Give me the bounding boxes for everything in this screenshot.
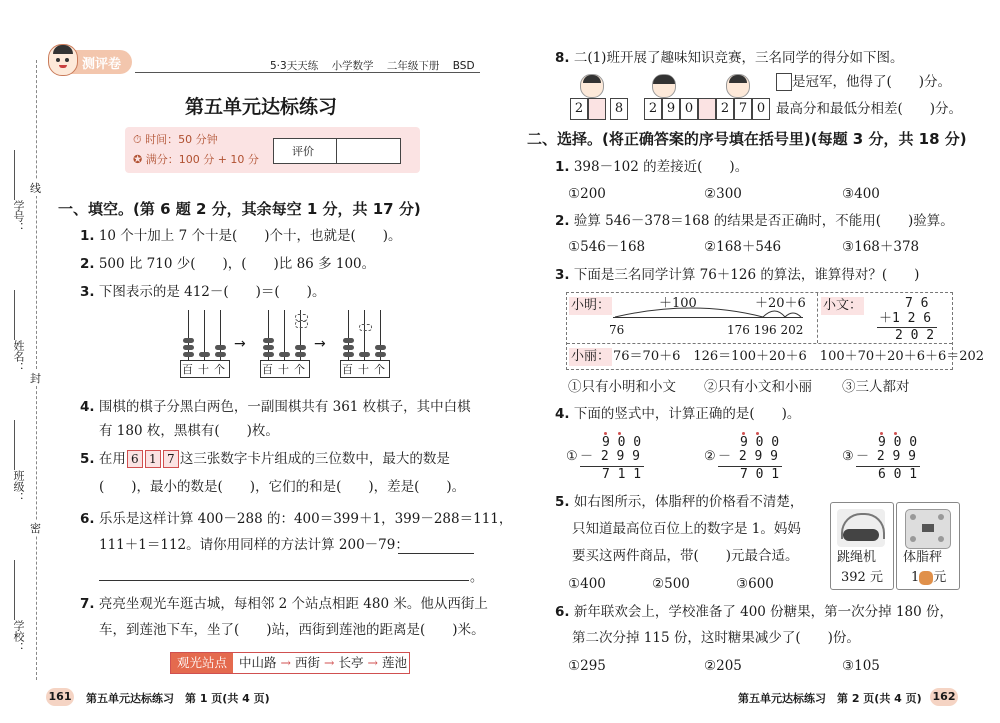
q7: 7. 亮亮坐观光车逛古城，每相邻 2 个站点相距 480 米。他从西街上 bbox=[80, 596, 488, 612]
product-price: 392 元 bbox=[841, 570, 883, 585]
option[interactable]: ①200 bbox=[568, 186, 606, 202]
c3-options bbox=[568, 377, 910, 397]
arrow-icon: → bbox=[234, 336, 246, 352]
q4: 4. 围棋的棋子分黑白两色，一副围棋共有 361 枚棋子，其中白棋 bbox=[80, 399, 471, 415]
blank-digit[interactable] bbox=[588, 98, 606, 120]
page-number-left: 161 bbox=[46, 688, 74, 706]
vertical-calc-2: ② 9 0 0 － 2 9 9 7 0 1 bbox=[704, 432, 814, 486]
child-icon bbox=[652, 74, 676, 98]
xiaoli-text: 76＝70＋6 126＝100＋20＋6 100＋70＋20＋6＋6＝202 bbox=[613, 349, 985, 364]
c3: 3. 下面是三名同学计算 76＋126 的算法，谁算得对？( ) bbox=[555, 267, 920, 283]
score-digit: 7 bbox=[734, 98, 752, 120]
c6-options bbox=[568, 656, 880, 676]
digit-card: 6 bbox=[127, 450, 143, 468]
score-info: ✪ 满分：100 分 + 10 分 bbox=[133, 153, 259, 166]
option[interactable]: ① bbox=[566, 449, 578, 464]
page-title: 第五单元达标练习 bbox=[185, 96, 338, 118]
score-digit: 8 bbox=[610, 98, 628, 120]
c2-options bbox=[568, 237, 919, 257]
route-stop: 中山路 bbox=[239, 655, 277, 670]
xiaowen-label: 小文： bbox=[823, 298, 863, 313]
xiaoming-label: 小明： bbox=[571, 298, 611, 313]
badge-text: 测评卷 bbox=[82, 57, 122, 72]
c5: 5. 如右图所示，体脂秤的价格看不清楚， bbox=[555, 494, 804, 510]
route-stop: 长亭 bbox=[338, 655, 364, 670]
product-name: 体脂秤 bbox=[903, 550, 943, 565]
xiaoli-label: 小丽： bbox=[571, 349, 611, 364]
score-digit: 0 bbox=[680, 98, 698, 120]
option[interactable]: ①546－168 bbox=[568, 239, 646, 255]
option[interactable]: ②只有小文和小丽 bbox=[704, 379, 812, 395]
smudge-icon bbox=[919, 571, 933, 585]
c1: 1. 398－102 的差接近( )。 bbox=[555, 159, 749, 175]
score-digit: 0 bbox=[752, 98, 770, 120]
option[interactable]: ③三人都对 bbox=[842, 379, 910, 395]
c5-line2: 只知道最高位百位上的数字是 1。妈妈 bbox=[572, 521, 801, 537]
score-digit: 2 bbox=[716, 98, 734, 120]
option[interactable]: ②205 bbox=[704, 658, 742, 674]
digit-card: 7 bbox=[163, 450, 179, 468]
footer-right: 第五单元达标练习 第 2 页(共 4 页) bbox=[738, 692, 922, 705]
edition-name: BSD bbox=[452, 60, 475, 72]
option[interactable]: ②500 bbox=[652, 576, 690, 592]
product-price: 1 元 bbox=[911, 570, 947, 585]
name-label: 姓名： bbox=[12, 340, 25, 373]
section2-title: 二、选择。(将正确答案的序号填在括号里)(每题 3 分，共 18 分) bbox=[527, 130, 967, 148]
q8: 8. 二(1)班开展了趣味知识竞赛，三名同学的得分如下图。 bbox=[555, 50, 904, 66]
xiaowen-line: ＋1 2 6 bbox=[879, 311, 932, 326]
option[interactable]: ③168＋378 bbox=[842, 239, 920, 255]
vertical-calc-3: ③ 9 0 0 － 2 9 9 6 0 1 bbox=[842, 432, 952, 486]
champion-blank[interactable] bbox=[776, 73, 792, 91]
q5: 5. 在用 6 1 7 这三张数字卡片组成的三位数中，最大的数是 bbox=[80, 451, 450, 467]
margin-line-char: 线 bbox=[30, 182, 41, 195]
abacus-figure bbox=[180, 308, 400, 384]
q6-line2: 111＋1＝112。请你用同样的方法计算 200－79： bbox=[99, 537, 409, 553]
c4: 4. 下面的竖式中，计算正确的是( )。 bbox=[555, 406, 801, 422]
clock-icon: ⏱ bbox=[133, 133, 142, 146]
option[interactable]: ①400 bbox=[568, 576, 606, 592]
star-icon: ✪ bbox=[133, 153, 143, 166]
option[interactable]: ③400 bbox=[842, 186, 880, 202]
digit-card: 1 bbox=[145, 450, 161, 468]
q3: 3. 下图表示的是 412－( )＝( )。 bbox=[80, 284, 326, 300]
time-info: ⏱ 时间：50 分钟 bbox=[133, 133, 218, 146]
q5-line2: ( )，最小的数是( )，它们的和是( )，差是( )。 bbox=[99, 479, 466, 495]
subject-name: 小学数学 bbox=[331, 60, 374, 72]
body-fat-scale-icon bbox=[905, 509, 951, 549]
q6: 6. 乐乐是这样计算 400－288 的：400＝399＋1，399－288＝111， bbox=[80, 511, 513, 527]
option[interactable]: ②300 bbox=[704, 186, 742, 202]
section1-title: 一、填空。(第 6 题 2 分，其余每空 1 分，共 17 分) bbox=[58, 200, 421, 218]
child-icon bbox=[580, 74, 604, 98]
jump-rope-machine-icon bbox=[837, 509, 885, 547]
option[interactable]: ①295 bbox=[568, 658, 606, 674]
option[interactable]: ③ bbox=[842, 449, 854, 464]
margin-seal-char: 封 bbox=[30, 372, 41, 385]
route-stop: 莲池 bbox=[382, 655, 408, 670]
evaluation-box[interactable] bbox=[273, 138, 401, 164]
child-icon bbox=[726, 74, 750, 98]
q8-line1: 是冠军，他得了( )分。 bbox=[792, 74, 952, 90]
student-id-label: 学号： bbox=[12, 200, 25, 233]
grade-name: 二年级下册 bbox=[386, 60, 440, 72]
product-name: 跳绳机 bbox=[837, 550, 877, 565]
score-digit: 9 bbox=[662, 98, 680, 120]
route-label: 观光站点 bbox=[171, 653, 233, 673]
header-badge bbox=[50, 50, 132, 74]
score-digit: 2 bbox=[644, 98, 662, 120]
answer-line[interactable] bbox=[99, 580, 469, 581]
class-label: 班级： bbox=[12, 470, 25, 503]
q8-line2: 最高分和最低分相差( )分。 bbox=[776, 101, 963, 117]
option[interactable]: ①只有小明和小文 bbox=[568, 379, 676, 395]
vertical-calc-1: ① 9 0 0 － 2 9 9 7 1 1 bbox=[566, 432, 676, 486]
xiaoming-start: 76 bbox=[609, 323, 625, 337]
blank-digit[interactable] bbox=[698, 98, 716, 120]
product-card-rope bbox=[830, 502, 894, 590]
answer-line[interactable] bbox=[398, 553, 474, 554]
score-digit: 2 bbox=[570, 98, 588, 120]
q1: 1. 10 个十加上 7 个十是( )个十，也就是( )。 bbox=[80, 228, 402, 244]
product-card-scale bbox=[896, 502, 960, 590]
mascot-icon bbox=[48, 44, 78, 76]
jump-arcs bbox=[613, 303, 803, 319]
c6: 6. 新年联欢会上，学校准备了 400 份糖果，第一次分掉 180 份， bbox=[555, 604, 954, 620]
abacus-3: 百 十 个 bbox=[340, 308, 388, 378]
option[interactable]: ③105 bbox=[842, 658, 880, 674]
xiaoming-step: ＋100 bbox=[659, 296, 697, 311]
binding-margin bbox=[0, 0, 48, 723]
route-stop: 西街 bbox=[295, 655, 321, 670]
c1-options bbox=[568, 184, 880, 204]
q2: 2. 500 比 710 少( )，( )比 86 多 100。 bbox=[80, 256, 376, 272]
c6-line2: 第二次分掉 115 份，这时糖果减少了( )份。 bbox=[572, 630, 860, 646]
abacus-1: 百 十 个 bbox=[180, 308, 228, 378]
option[interactable]: ③600 bbox=[736, 576, 774, 592]
page-number-right: 162 bbox=[930, 688, 958, 706]
arrow-icon: → bbox=[314, 336, 326, 352]
option[interactable]: ②168＋546 bbox=[704, 239, 782, 255]
header-meta bbox=[270, 58, 475, 73]
xiaowen-line: 7 6 bbox=[905, 296, 929, 311]
c5-options bbox=[568, 574, 774, 594]
methods-box bbox=[566, 292, 985, 370]
school-label: 学校： bbox=[12, 620, 25, 653]
c5-line3: 要买这两件商品，带( )元最合适。 bbox=[572, 548, 799, 564]
margin-close-char: 密 bbox=[30, 522, 41, 535]
exam-info-box bbox=[125, 127, 420, 173]
xiaoming-step: ＋20＋6 bbox=[755, 296, 806, 311]
q4-line2: 有 180 枚，黑棋有( )枚。 bbox=[99, 423, 279, 439]
students-figure bbox=[570, 72, 770, 122]
c2: 2. 验算 546－378＝168 的结果是否正确时，不能用( )验算。 bbox=[555, 213, 954, 229]
xiaoming-points: 176 196 202 bbox=[727, 323, 804, 337]
eval-label: 评价 bbox=[292, 145, 314, 158]
abacus-2: 百 十 个 bbox=[260, 308, 308, 378]
footer-left: 第五单元达标练习 第 1 页(共 4 页) bbox=[86, 692, 270, 705]
series-name: 5·3天天练 bbox=[270, 60, 319, 72]
q7-line2: 车，到莲池下车，坐了( )站，西街到莲池的距离是( )米。 bbox=[99, 622, 485, 638]
xiaowen-line: 2 0 2 bbox=[895, 328, 935, 343]
route-map: 观光站点 中山路 → 西街 → 长亭 → 莲池 bbox=[170, 652, 410, 674]
option[interactable]: ② bbox=[704, 449, 716, 464]
